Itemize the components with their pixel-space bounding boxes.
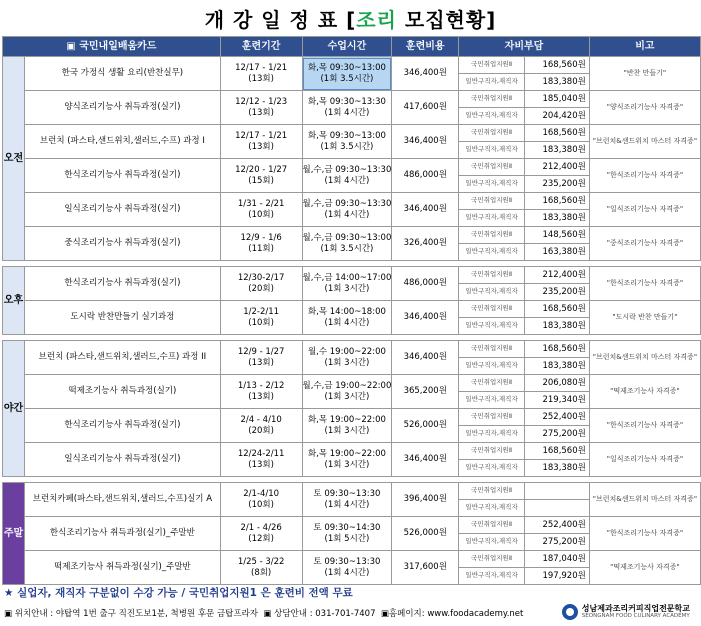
session-label: 오후 xyxy=(3,267,25,335)
class-hours: (1회 3.5시간) xyxy=(320,141,374,152)
class-hours: (1회 3시간) xyxy=(324,425,370,436)
pay-amount-general: 235,200원 xyxy=(525,176,590,193)
pay-amount-support: 168,560원 xyxy=(525,341,590,358)
course-name: 떡제조기능사 취득과정(실기) xyxy=(24,375,220,409)
pay-type-general: 일반구직자,재직자 xyxy=(459,210,525,227)
training-fee: 486,000원 xyxy=(392,159,459,193)
pay-amount-support: 168,560원 xyxy=(525,125,590,142)
class-time xyxy=(302,409,392,443)
pay-type-support: 국민취업지원Ⅱ xyxy=(459,193,525,210)
training-fee: 486,000원 xyxy=(392,267,459,301)
class-time xyxy=(302,341,392,375)
class-days-time: 화,목 14:00~18:00 xyxy=(307,307,386,318)
course-row xyxy=(3,57,701,74)
pay-amount-support: 168,560원 xyxy=(525,443,590,460)
period-sessions: (20회) xyxy=(248,283,274,294)
footer-info xyxy=(4,607,523,619)
course-note: "양식조리기능사 자격증" xyxy=(589,91,700,125)
period-dates: 1/25 - 3/22 xyxy=(237,557,285,568)
pay-type-general: 일반구직자,재직자 xyxy=(459,244,525,261)
pay-type-general: 일반구직자,재직자 xyxy=(459,358,525,375)
course-note: "일식조리기능사 자격증" xyxy=(589,443,700,477)
class-hours: (1회 3시간) xyxy=(324,459,370,470)
training-fee: 346,400원 xyxy=(392,341,459,375)
period-dates: 12/9 - 1/27 xyxy=(237,347,285,358)
footer-homepage[interactable]: ▣홈페이지: www.foodacademy.net xyxy=(380,609,524,619)
course-row xyxy=(3,301,701,318)
course-name: 한국 가정식 생활 요리(반찬실무) xyxy=(24,57,220,91)
course-row xyxy=(3,551,701,568)
period-sessions: (10회) xyxy=(248,317,274,328)
pay-amount-general: 183,380원 xyxy=(525,318,590,335)
training-fee: 346,400원 xyxy=(392,57,459,91)
pay-type-support: 국민취업지원Ⅱ xyxy=(459,517,525,534)
footer-location: ▣ 위치안내 : 야탑역 1번 출구 직진도보1분, 척병원 후문 금탑프라자 xyxy=(4,609,259,619)
training-period xyxy=(220,267,302,301)
pay-type-general: 일반구직자,재직자 xyxy=(459,568,525,585)
course-name: 한식조리기능사 취득과정(실기) xyxy=(24,159,220,193)
class-time xyxy=(302,483,392,517)
pay-type-support: 국민취업지원Ⅱ xyxy=(459,227,525,244)
class-days-time: 월,수,금 09:30~13:00 xyxy=(302,233,392,244)
training-fee: 396,400원 xyxy=(392,483,459,517)
pay-type-support: 국민취업지원Ⅱ xyxy=(459,125,525,142)
class-time xyxy=(302,91,392,125)
pay-type-general: 일반구직자,재직자 xyxy=(459,284,525,301)
header-fee: 훈련비용 xyxy=(392,37,459,57)
course-note: "떡제조기능사 자격증" xyxy=(589,551,700,585)
pay-type-general: 일반구직자,재직자 xyxy=(459,318,525,335)
notice-text: ★ 실업자, 재직자 구분없이 수강 가능 / 국민취업지원1 은 훈련비 전액 무료 xyxy=(4,587,353,599)
class-days-time: 월,수,금 09:30~13:30 xyxy=(302,199,392,210)
course-row xyxy=(3,341,701,358)
period-sessions: (13회) xyxy=(248,73,274,84)
pay-amount-general: 275,200원 xyxy=(525,426,590,443)
training-period xyxy=(220,375,302,409)
training-period xyxy=(220,443,302,477)
school-name xyxy=(582,605,690,620)
class-time xyxy=(302,125,392,159)
pay-amount-general: 183,380원 xyxy=(525,74,590,91)
class-time xyxy=(302,267,392,301)
session-label: 야간 xyxy=(3,341,25,477)
class-time xyxy=(302,193,392,227)
pay-amount-general: 183,380원 xyxy=(525,210,590,227)
training-period xyxy=(220,301,302,335)
class-time xyxy=(302,159,392,193)
pay-type-support: 국민취업지원Ⅱ xyxy=(459,409,525,426)
period-dates: 1/2-2/11 xyxy=(243,307,280,318)
pay-amount-support: 252,400원 xyxy=(525,409,590,426)
pay-amount-support: 168,560원 xyxy=(525,193,590,210)
pay-amount-support: 206,080원 xyxy=(525,375,590,392)
period-sessions: (11회) xyxy=(248,243,274,254)
course-note: "떡제조기능사 자격증" xyxy=(589,375,700,409)
course-note: "한식조리기능사 자격증" xyxy=(589,267,700,301)
training-fee: 526,000원 xyxy=(392,409,459,443)
course-name: 브런치 (파스타,샌드위치,샐러드,수프) 과정 I xyxy=(24,125,220,159)
training-period xyxy=(220,483,302,517)
course-name: 브런치카페(파스타,샌드위치,샐러드,수프)실기 A xyxy=(24,483,220,517)
class-hours: (1회 4시간) xyxy=(324,499,370,510)
pay-type-general: 일반구직자,재직자 xyxy=(459,500,525,517)
course-note: "브런치&샌드위치 마스터 자격증" xyxy=(589,483,700,517)
course-note: "도시락 반찬 만들기" xyxy=(589,301,700,335)
course-row xyxy=(3,443,701,460)
period-dates: 12/30-2/17 xyxy=(237,273,285,284)
pay-type-support: 국민취업지원Ⅱ xyxy=(459,375,525,392)
class-time xyxy=(302,443,392,477)
period-dates: 2/1 - 4/26 xyxy=(240,523,282,534)
period-sessions: (13회) xyxy=(248,357,274,368)
pay-type-support: 국민취업지원Ⅱ xyxy=(459,91,525,108)
pay-amount-support: 187,040원 xyxy=(525,551,590,568)
training-fee: 346,400원 xyxy=(392,443,459,477)
schedule-table xyxy=(2,36,701,585)
training-fee: 346,400원 xyxy=(392,193,459,227)
period-dates: 1/31 - 2/21 xyxy=(237,199,285,210)
class-time xyxy=(302,375,392,409)
course-name: 한식조리기능사 취득과정(실기)_주말반 xyxy=(24,517,220,551)
pay-amount-general: 183,380원 xyxy=(525,142,590,159)
pay-type-general: 일반구직자,재직자 xyxy=(459,460,525,477)
pay-type-support: 국민취업지원Ⅱ xyxy=(459,301,525,318)
school-name-ko: 성남제과조리커피직업전문학교 xyxy=(581,603,690,613)
course-note: "일식조리기능사 자격증" xyxy=(589,193,700,227)
period-sessions: (12회) xyxy=(248,533,274,544)
training-period xyxy=(220,91,302,125)
course-name: 도시락 반찬만들기 실기과정 xyxy=(24,301,220,335)
school-name-en: SEONGNAM FOOD CULINARY ACADEMY xyxy=(581,613,690,620)
course-row xyxy=(3,483,701,500)
pay-amount-general: 197,920원 xyxy=(525,568,590,585)
pay-type-general: 일반구직자,재직자 xyxy=(459,534,525,551)
training-fee: 326,400원 xyxy=(392,227,459,261)
training-period xyxy=(220,125,302,159)
class-time xyxy=(302,551,392,585)
class-hours: (1회 5시간) xyxy=(324,533,370,544)
pay-amount-general: 204,420원 xyxy=(525,108,590,125)
course-row xyxy=(3,375,701,392)
pay-type-general: 일반구직자,재직자 xyxy=(459,142,525,159)
course-name: 떡제조기능사 취득과정(실기)_주말반 xyxy=(24,551,220,585)
pay-type-support: 국민취업지원Ⅱ xyxy=(459,443,525,460)
course-row xyxy=(3,193,701,210)
training-period xyxy=(220,551,302,585)
class-days-time: 화,목 09:30~13:00 xyxy=(307,63,386,74)
pay-type-support: 국민취업지원Ⅱ xyxy=(459,341,525,358)
pay-type-support: 국민취업지원Ⅱ xyxy=(459,57,525,74)
header-card: ▣ 국민내일배움카드 xyxy=(3,37,221,57)
course-row xyxy=(3,267,701,284)
training-fee: 526,000원 xyxy=(392,517,459,551)
header-self-pay: 자비부담 xyxy=(459,37,590,57)
pay-amount-general: 163,380원 xyxy=(525,244,590,261)
pay-amount-support: 185,040원 xyxy=(525,91,590,108)
period-dates: 12/17 - 1/21 xyxy=(235,131,288,142)
session-label: 오전 xyxy=(3,57,25,261)
course-name: 일식조리기능사 취득과정(실기) xyxy=(24,193,220,227)
school-brand xyxy=(562,604,690,620)
header-row xyxy=(3,37,701,57)
class-hours: (1회 3시간) xyxy=(324,283,370,294)
training-fee: 365,200원 xyxy=(392,375,459,409)
class-hours: (1회 4시간) xyxy=(324,209,370,220)
course-note: "반찬 만들기" xyxy=(589,57,700,91)
class-days-time: 화,목 19:00~22:00 xyxy=(307,415,386,426)
course-note: "브런치&샌드위치 마스터 자격증" xyxy=(589,341,700,375)
period-sessions: (8회) xyxy=(251,567,272,578)
class-days-time: 화,목 09:30~13:30 xyxy=(307,97,386,108)
course-row xyxy=(3,227,701,244)
period-sessions: (13회) xyxy=(248,141,274,152)
training-period xyxy=(220,227,302,261)
course-row xyxy=(3,517,701,534)
training-fee: 346,400원 xyxy=(392,125,459,159)
pay-type-support: 국민취업지원Ⅱ xyxy=(459,159,525,176)
pay-amount-support xyxy=(525,483,590,500)
session-label: 주말 xyxy=(3,483,25,585)
pay-amount-support: 168,560원 xyxy=(525,57,590,74)
course-note: "중식조리기능사 자격증" xyxy=(589,227,700,261)
class-days-time: 월,수,금 09:30~13:30 xyxy=(302,165,392,176)
class-time[interactable] xyxy=(302,57,392,91)
pay-amount-support: 168,560원 xyxy=(525,301,590,318)
pay-amount-general xyxy=(525,500,590,517)
pay-type-general: 일반구직자,재직자 xyxy=(459,392,525,409)
training-fee: 417,600원 xyxy=(392,91,459,125)
period-dates: 12/17 - 1/21 xyxy=(235,63,288,74)
period-dates: 12/20 - 1/27 xyxy=(235,165,288,176)
period-dates: 2/4 - 4/10 xyxy=(240,415,282,426)
course-note: "한식조리기능사 자격증" xyxy=(589,159,700,193)
pay-amount-support: 148,560원 xyxy=(525,227,590,244)
class-days-time: 월,수,금 14:00~17:00 xyxy=(302,273,392,284)
training-fee: 317,600원 xyxy=(392,551,459,585)
period-sessions: (13회) xyxy=(248,391,274,402)
footer xyxy=(4,604,694,622)
period-sessions: (10회) xyxy=(248,209,274,220)
pay-amount-general: 275,200원 xyxy=(525,534,590,551)
pay-amount-general: 183,380원 xyxy=(525,358,590,375)
period-sessions: (15회) xyxy=(248,175,274,186)
class-hours: (1회 4시간) xyxy=(324,175,370,186)
class-hours: (1회 3.5시간) xyxy=(320,243,374,254)
class-days-time: 토 09:30~13:30 xyxy=(313,489,381,500)
header-class-time: 수업시간 xyxy=(302,37,392,57)
pay-type-general: 일반구직자,재직자 xyxy=(459,108,525,125)
pay-type-general: 일반구직자,재직자 xyxy=(459,176,525,193)
page-title: 개 강 일 정 표 [조리 모집현황] xyxy=(204,8,497,32)
class-days-time: 월,수 19:00~22:00 xyxy=(307,347,386,358)
pay-amount-general: 183,380원 xyxy=(525,460,590,477)
school-logo-icon xyxy=(562,604,578,620)
training-period xyxy=(220,409,302,443)
class-time xyxy=(302,227,392,261)
period-sessions: (13회) xyxy=(248,107,274,118)
course-name: 브런치 (파스타,샌드위치,샐러드,수프) 과정 II xyxy=(24,341,220,375)
class-hours: (1회 4시간) xyxy=(324,567,370,578)
course-row xyxy=(3,91,701,108)
period-sessions: (10회) xyxy=(248,499,274,510)
training-period xyxy=(220,159,302,193)
course-row xyxy=(3,125,701,142)
pay-type-support: 국민취업지원Ⅱ xyxy=(459,551,525,568)
pay-type-support: 국민취업지원Ⅱ xyxy=(459,267,525,284)
class-days-time: 토 09:30~14:30 xyxy=(313,523,381,534)
course-note: "한식조리기능사 자격증" xyxy=(589,409,700,443)
period-sessions: (20회) xyxy=(248,425,274,436)
course-name: 일식조리기능사 취득과정(실기) xyxy=(24,443,220,477)
pay-type-general: 일반구직자,재직자 xyxy=(459,426,525,443)
period-dates: 12/12 - 1/23 xyxy=(235,97,288,108)
period-dates: 2/1-4/10 xyxy=(243,489,280,500)
training-fee: 346,400원 xyxy=(392,301,459,335)
class-days-time: 화,목 09:30~13:00 xyxy=(307,131,386,142)
class-hours: (1회 4시간) xyxy=(324,317,370,328)
course-note: "한식조리기능사 자격증" xyxy=(589,517,700,551)
pay-amount-general: 219,340원 xyxy=(525,392,590,409)
course-name: 한식조리기능사 취득과정(실기) xyxy=(24,409,220,443)
course-name: 양식조리기능사 취득과정(실기) xyxy=(24,91,220,125)
class-hours: (1회 4시간) xyxy=(324,107,370,118)
training-period xyxy=(220,193,302,227)
pay-amount-support: 212,400원 xyxy=(525,267,590,284)
class-time xyxy=(302,517,392,551)
class-days-time: 월,수,금 19:00~22:00 xyxy=(302,381,392,392)
course-row xyxy=(3,159,701,176)
pay-type-support: 국민취업지원Ⅱ xyxy=(459,483,525,500)
pay-amount-support: 212,400원 xyxy=(525,159,590,176)
class-days-time: 화,목 19:00~22:00 xyxy=(307,449,386,460)
course-name: 한식조리기능사 취득과정(실기) xyxy=(24,267,220,301)
class-hours: (1회 3시간) xyxy=(324,357,370,368)
pay-amount-support: 252,400원 xyxy=(525,517,590,534)
course-row xyxy=(3,409,701,426)
header-period: 훈련기간 xyxy=(220,37,302,57)
class-hours: (1회 3.5시간) xyxy=(320,73,374,84)
period-sessions: (13회) xyxy=(248,459,274,470)
training-period xyxy=(220,517,302,551)
period-dates: 1/13 - 2/12 xyxy=(237,381,285,392)
class-hours: (1회 3시간) xyxy=(324,391,370,402)
course-note: "브런치&샌드위치 마스터 자격증" xyxy=(589,125,700,159)
class-time xyxy=(302,301,392,335)
training-period xyxy=(220,341,302,375)
period-dates: 12/24-2/11 xyxy=(237,449,285,460)
training-period xyxy=(220,57,302,91)
header-note: 비고 xyxy=(589,37,700,57)
pay-amount-general: 235,200원 xyxy=(525,284,590,301)
pay-type-general: 일반구직자,재직자 xyxy=(459,74,525,91)
course-name: 중식조리기능사 취득과정(실기) xyxy=(24,227,220,261)
period-dates: 12/9 - 1/6 xyxy=(240,233,282,244)
class-days-time: 토 09:30~13:30 xyxy=(313,557,381,568)
footer-phone: ▣ 상담안내 : 031-701-7407 xyxy=(263,609,376,619)
